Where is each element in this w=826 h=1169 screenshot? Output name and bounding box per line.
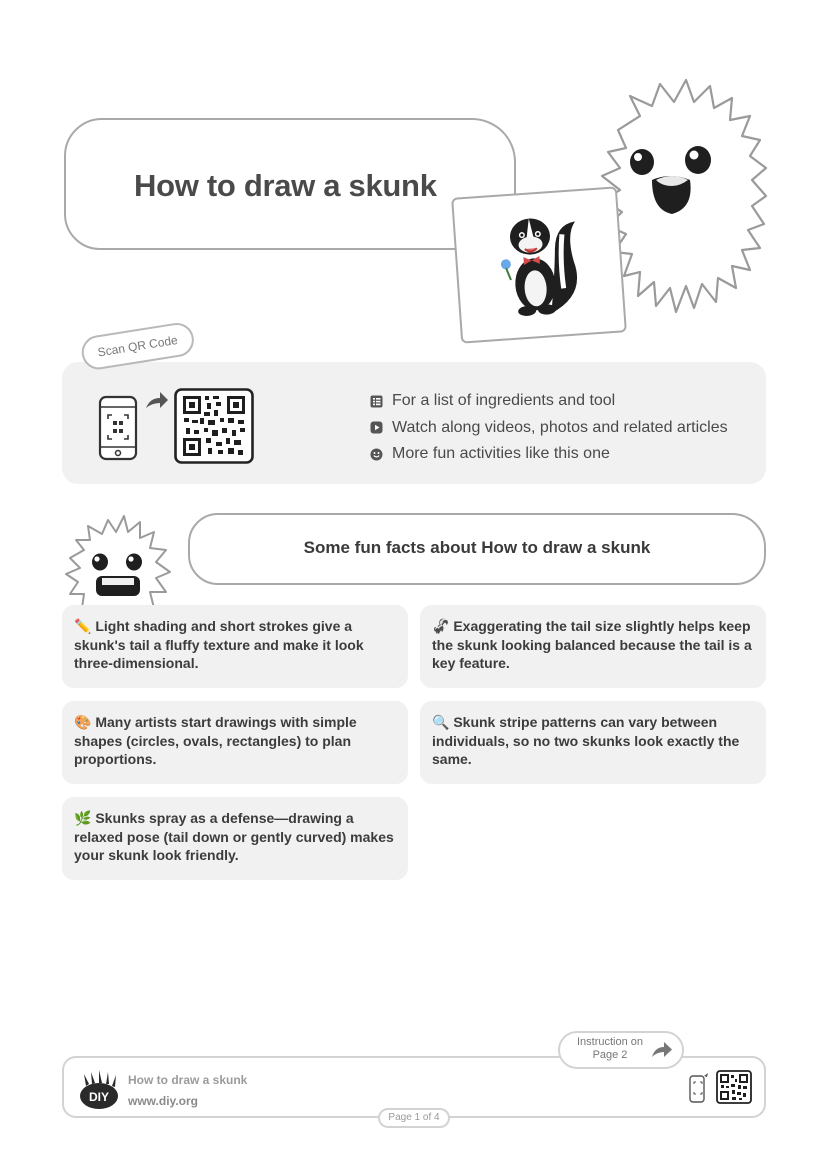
yeti-mascot-small-illustration: [62, 510, 178, 608]
logo-text: DIY: [88, 1090, 110, 1104]
feature-text: For a list of ingredients and tool: [392, 392, 616, 410]
smiley-icon: [370, 448, 383, 461]
phone-scan-small-icon: [688, 1072, 710, 1104]
page-number-badge: Page 1 of 4: [378, 1108, 450, 1128]
page-title: How to draw a skunk: [134, 168, 437, 203]
feature-text: Watch along videos, photos and related articles: [392, 418, 728, 436]
skunk-picture-card: [451, 186, 627, 343]
arrow-right-icon: [144, 390, 170, 412]
feature-item: [370, 388, 728, 415]
footer-title: How to draw a skunk: [128, 1073, 248, 1087]
qr-code-small-image[interactable]: [716, 1070, 752, 1104]
qr-code-image[interactable]: [174, 388, 254, 464]
feature-item: [370, 415, 728, 442]
forward-arrow-icon: [650, 1040, 674, 1060]
play-icon: [370, 421, 383, 434]
fact-card: 🦨 Exaggerating the tail size slightly helps keep the skunk looking balanced because the tail is a key feature.: [420, 605, 766, 688]
fact-card: 🎨 Many artists start drawings with simple shapes (circles, ovals, rectangles) to plan proportions.: [62, 701, 408, 784]
diy-logo: [78, 1070, 120, 1110]
facts-heading: Some fun facts about How to draw a skunk: [303, 538, 651, 557]
fact-card: 🔍 Skunk stripe patterns can vary between individuals, so no two skunks look exactly the same.: [420, 701, 766, 784]
scan-qr-label: Scan QR Code: [79, 321, 196, 372]
qr-feature-list: [370, 388, 728, 468]
feature-item: [370, 441, 728, 468]
instruction-label: Instruction on Page 2: [576, 1036, 644, 1061]
skunk-illustration: [494, 203, 588, 327]
footer-url-link[interactable]: www.diy.org: [128, 1094, 199, 1108]
fact-card: ✏️ Light shading and short strokes give a skunk's tail a fluffy texture and make it look three-dimensional.: [62, 605, 408, 688]
fact-card: 🌿 Skunks spray as a defense—drawing a relaxed pose (tail down or gently curved) makes your skunk look friendly.: [62, 797, 408, 880]
feature-text: More fun activities like this one: [392, 445, 610, 463]
phone-scan-icon: [98, 395, 138, 461]
list-icon: [370, 395, 383, 408]
